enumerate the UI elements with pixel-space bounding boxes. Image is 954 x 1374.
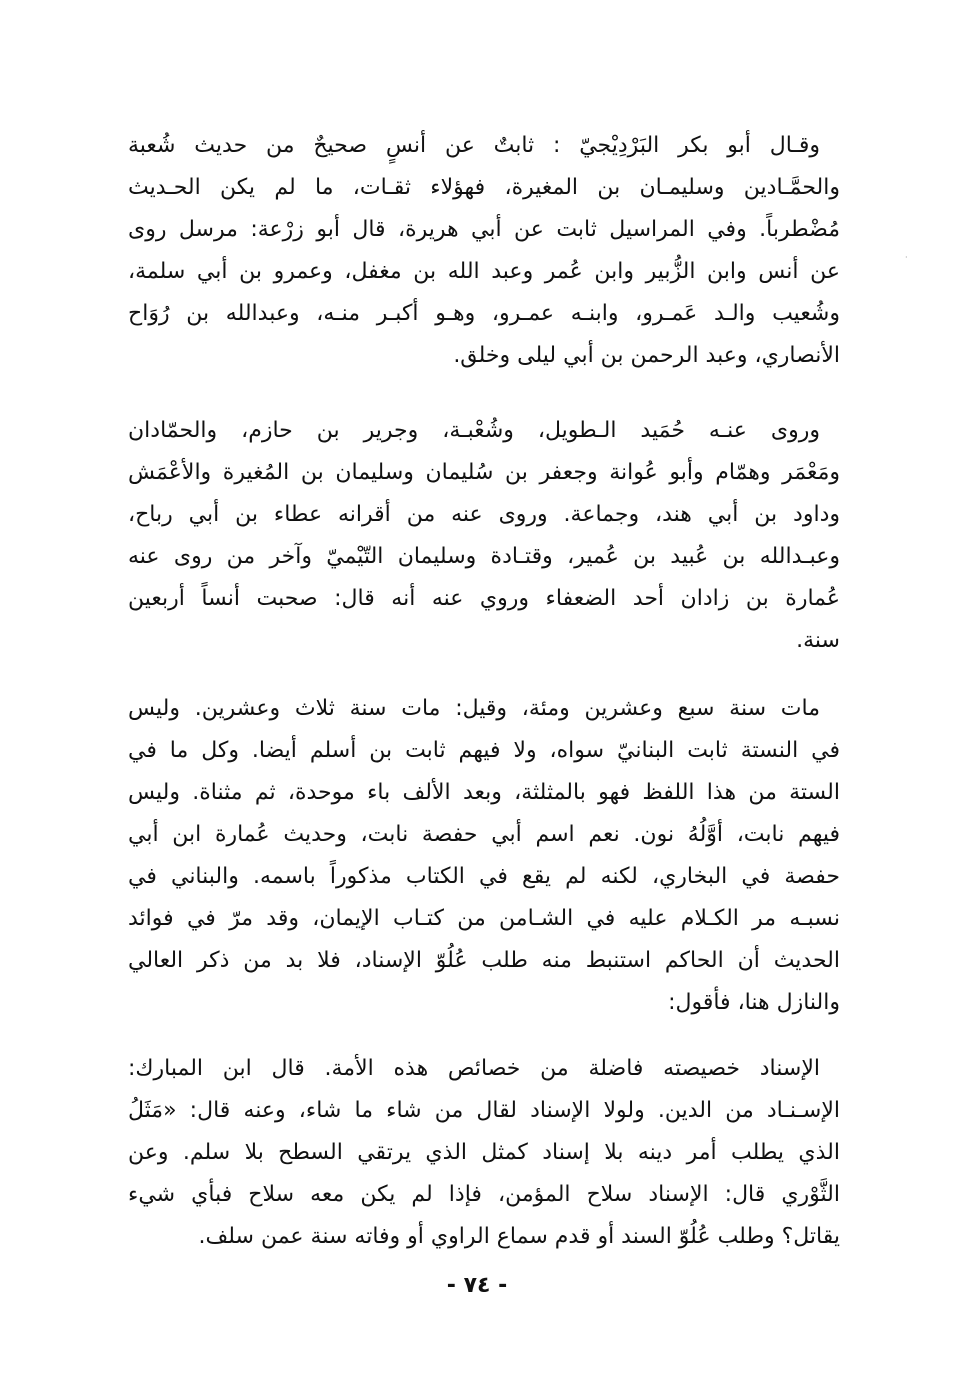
- text-line: حفصة في البخاري، لكنه لم يقع في الكتاب مذكوراً باسمه. والبناني في: [128, 864, 840, 889]
- text-line: وقـال أبو بكر البَرْدِيْجيّ : ثابتٌ عن أنسٍ صحيحٌ من حديث شُعبة: [128, 133, 820, 158]
- text-line: الإسناد خصيصته فاضلة من خصائص هذه الأمة. قال ابن المبارك:: [128, 1056, 820, 1081]
- text-line: الثَّوْري قال: الإسناد سلاح المؤمن، فإذا لم يكن معه سلاح فبأي شيء: [128, 1182, 840, 1207]
- text-line: الأنصاري، وعبد الرحمن بن أبي ليلى وخلق.: [453, 343, 840, 368]
- text-line: عن أنس وابن الزُّبير وابن عُمر وعبد الله بن مغفل، وعمرو بن أبي سلمة،: [128, 259, 840, 284]
- text-line: وروى عنـه حُمَيد الـطويل، وشُعْبـة، وجرير بن حازم، والحمّادان: [128, 418, 820, 443]
- text-line: وشُعيب والـد عَمـرو، وابنـه عمـرو، وهـو أكبـر منـه، وعبدالله بن رُوَاح: [128, 301, 840, 326]
- text-line: الذي يطلب أمر دينه بلا إسناد كمثل الذي يرتقي السطح بلا سلم. وعن: [128, 1140, 840, 1165]
- margin-mark: ·: [905, 253, 908, 262]
- text-line: وعبـدالله بن عُبيد بن عُمير، وقتـادة وسليمان التّيْميّ وآخر من روى عنه: [128, 544, 840, 569]
- text-line: يقاتل؟ وطلب عُلُوّ السند أو قدم سماع الراوي أو وفاته سنة عمن سلف.: [198, 1224, 840, 1249]
- paragraph-2: [128, 410, 840, 662]
- page-number: - ٧٤ -: [446, 1273, 508, 1298]
- text-line: مات سنة سبع وعشرين ومئة، وقيل: مات سنة ثلاث وعشرين. وليس: [128, 696, 820, 721]
- paragraph-1: [128, 125, 840, 377]
- text-line: فيهم نابت، أوَّلُهُ نون. نعم اسم أبي حفصة نابت، وحديث عُمارة ابن أبي: [128, 822, 840, 847]
- text-line: الستة من هذا اللفظ فهو بالمثلثة، وبعد الألف باء موحدة، ثم مثناة. وليس: [128, 780, 840, 805]
- text-line: عُمارة بن زادان أحد الضعفاء وروي عنه أنه قال: صحبت أنساً أربعين: [128, 586, 840, 611]
- paragraph-3: [128, 688, 840, 1024]
- text-line: وداود بن أبي هند، وجماعة. وروى عنه من أقرانه عطاء بن أبي رباح،: [128, 502, 840, 527]
- text-line: مُضْطرباً. وفي المراسيل ثابت عن أبي هريرة، قال أبو زرْعة: مرسل روى: [128, 217, 840, 242]
- text-line: الحديث أن الحاكم استنبط منه طلب عُلُوّ الإسناد، فلا بد من ذكر العالي: [128, 948, 840, 973]
- text-line: سنة.: [796, 628, 840, 653]
- text-line: ومَعْمَر وهمّام وأبو عُوانة وجعفر بن سُليمان وسليمان بن المُغيرة والأعْمَش: [128, 460, 840, 485]
- text-line: والحمَّـادين وسليمـان بن المغيرة، فهؤلاء ثقـات، ما لم يكن الحـديث: [128, 175, 840, 200]
- paragraph-4: [128, 1048, 840, 1258]
- text-line: نسبـه مر الكـلام عليه في الشـامن من كتـاب الإيمان، وقد مرّ في فوائد: [128, 906, 840, 931]
- text-line: الإسـنـاد من الدين. ولولا الإسناد لقال من شاء ما شاء، وعنه قال: «مَثَلُ: [128, 1098, 840, 1123]
- text-line: والنازل هنا، فأقول:: [668, 990, 840, 1015]
- text-line: في النستة ثابت البنانيّ سواه، ولا فيهم ثابت بن أسلم أيضا. وكل ما في: [128, 738, 840, 763]
